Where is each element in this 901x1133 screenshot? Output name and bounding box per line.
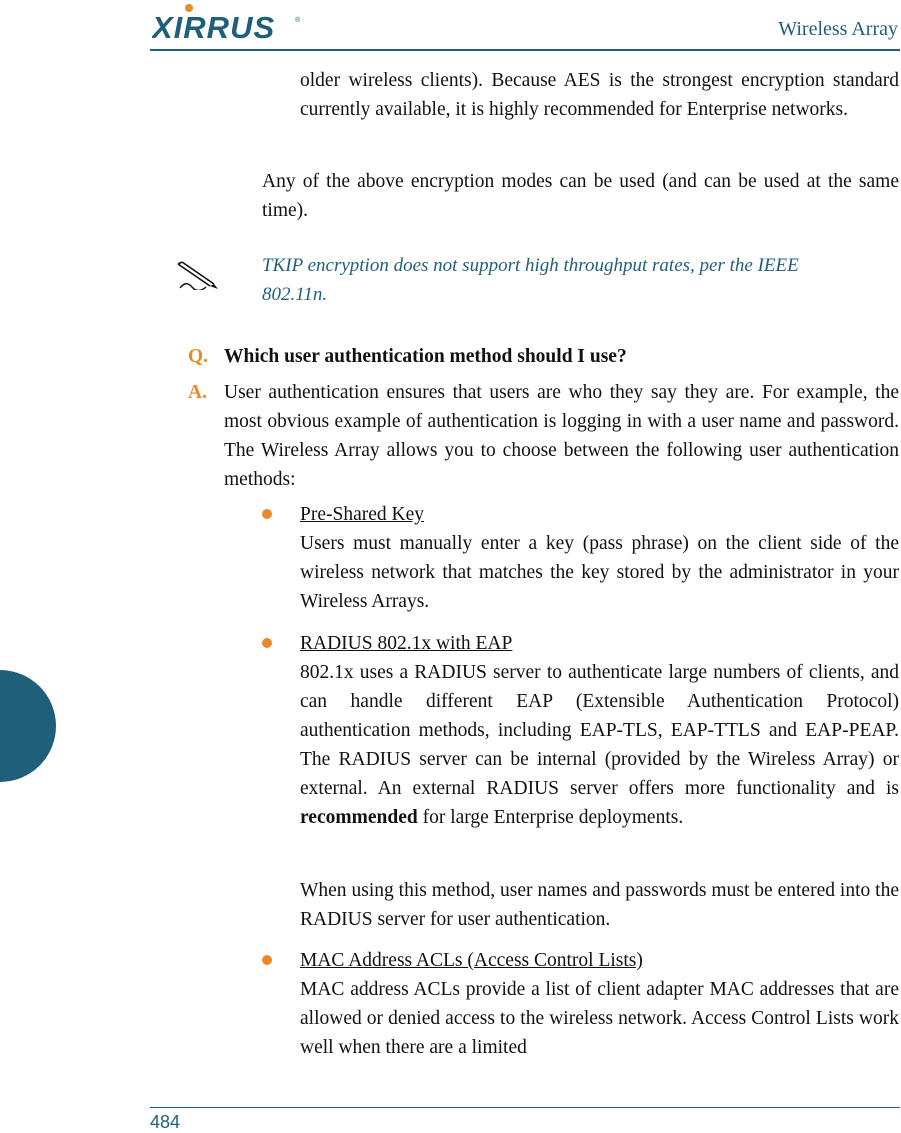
note-pencil-icon [176, 260, 220, 290]
question-label: Q. [188, 346, 209, 367]
bullet-body-mac-acl: MAC address ACLs provide a list of client adapter MAC addresses that are allowed or denied access to the wireless network. Access Control Lists work well when there are a limited [300, 979, 899, 1058]
page-number: 484 [150, 1112, 181, 1132]
bullet-title-radius: RADIUS 802.1x with EAP [300, 633, 513, 654]
bullet-body-radius-note: When using this method, user names and passwords must be entered into the RADIUS server for user authentication. [300, 880, 899, 930]
question-text: Which user authentication method should I use? [224, 346, 627, 367]
header-title: Wireless Array [778, 18, 898, 40]
radius-text-pre: 802.1x uses a RADIUS server to authenticate large numbers of clients, and can handle different EAP (Extensible Authentication Protocol) authentication methods, including EAP-TLS, EAP-TTLS and EAP-PEAP. The RADIUS server can be internal (provided by the Wireless Array) or external. An external RADIUS server offers more functionality and is [300, 662, 899, 799]
bullet-body-pre-shared-key: Users must manually enter a key (pass phrase) on the client side of the wireless network that matches the key stored by the administrator in your Wireless Arrays. [300, 533, 899, 612]
bullet-dot [262, 509, 272, 519]
bullet-title-mac-acl: MAC Address ACLs (Access Control Lists) [300, 950, 643, 971]
note-tkip: TKIP encryption does not support high throughput rates, per the IEEE 802.11n. [262, 255, 799, 305]
bullet-body-radius [300, 658, 899, 832]
answer-label: A. [188, 382, 207, 403]
paragraph-encryption-modes: Any of the above encryption modes can be used (and can be used at the same time). [262, 171, 899, 221]
svg-text:®: ® [295, 17, 301, 24]
bullet-title-pre-shared-key: Pre-Shared Key [300, 504, 424, 525]
answer-text: User authentication ensures that users are who they say they are. For example, the most obvious example of authentication is logging in with a user name and password. The Wireless Array allows you to choose between the following user authentication methods: [224, 382, 899, 490]
bullet-dot [262, 638, 272, 648]
svg-text:XIRRUS: XIRRUS [152, 10, 276, 42]
xirrus-logo [152, 2, 304, 42]
radius-text-post: for large Enterprise deployments. [422, 807, 684, 828]
paragraph-aes: older wireless clients). Because AES is the strongest encryption standard currently available, it is highly recommended for Enterprise networks. [300, 70, 899, 120]
header-divider [150, 49, 900, 51]
bullet-dot [262, 955, 272, 965]
chapter-side-tab [0, 670, 56, 782]
radius-text-recommended: recommended [300, 807, 418, 828]
footer-divider [150, 1107, 900, 1108]
